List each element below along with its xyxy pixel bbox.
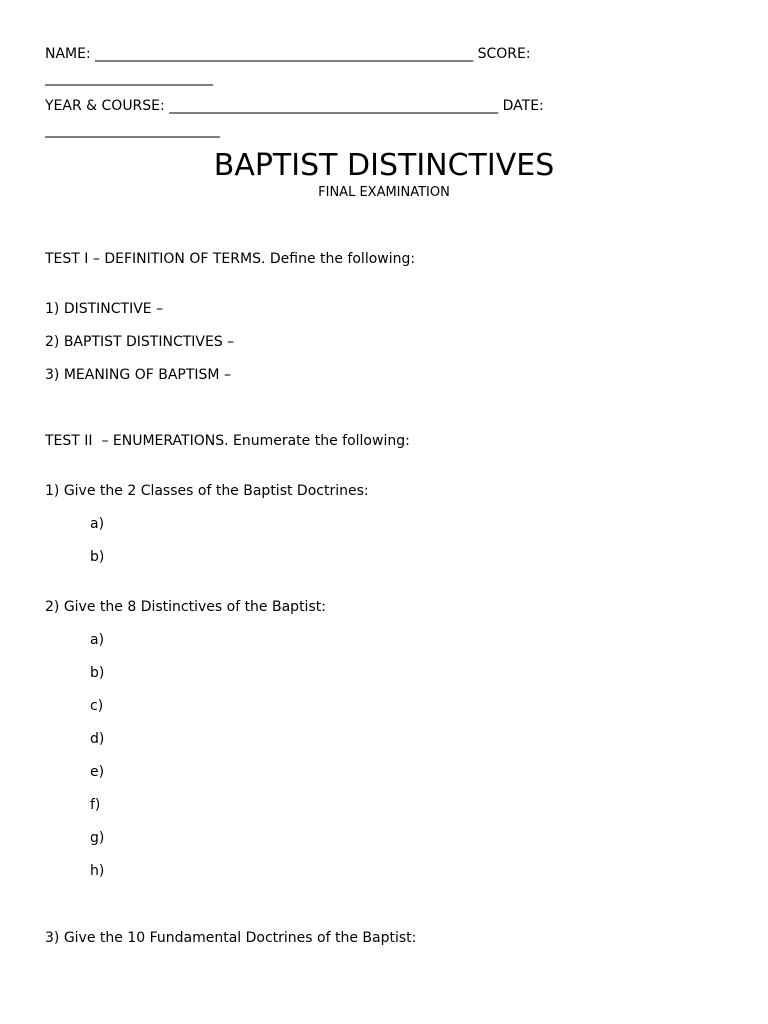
test1-item-3: 3) MEANING OF BAPTISM –	[45, 367, 231, 383]
date-blank-line: _________________________	[45, 122, 220, 138]
test2-q2-sub-e: e)	[90, 764, 105, 780]
page-title: BAPTIST DISTINCTIVES	[213, 148, 555, 183]
test2-q2-sub-h: h)	[90, 863, 105, 879]
test2-q2-sub-d: d)	[90, 731, 105, 747]
test2-heading: TEST II – ENUMERATIONS. Enumerate the following:	[45, 433, 410, 449]
test1-heading: TEST I – DEFINITION OF TERMS. Define the following:	[45, 251, 416, 267]
test2-q2: 2) Give the 8 Distinctives of the Baptist:	[45, 599, 326, 615]
test1-item-2: 2) BAPTIST DISTINCTIVES –	[45, 334, 235, 350]
test2-q2-sub-c: c)	[90, 698, 104, 714]
test2-q3: 3) Give the 10 Fundamental Doctrines of the Baptist:	[45, 930, 417, 946]
test2-q2-sub-g: g)	[90, 830, 105, 846]
score-blank-line: ________________________	[45, 70, 213, 86]
name-score-line: NAME: ______________________________________________________ SCORE:	[45, 46, 531, 62]
test2-q2-sub-f: f)	[90, 797, 101, 813]
test2-q1-sub-b: b)	[90, 549, 105, 565]
year-course-date-line: YEAR & COURSE: _______________________________________________ DATE:	[45, 98, 544, 114]
test2-q2-sub-a: a)	[90, 632, 105, 648]
test1-item-1: 1) DISTINCTIVE –	[45, 301, 164, 317]
test2-q2-sub-b: b)	[90, 665, 105, 681]
test2-q1-sub-a: a)	[90, 516, 105, 532]
page-subtitle: FINAL EXAMINATION	[318, 185, 450, 200]
test2-q1: 1) Give the 2 Classes of the Baptist Doctrines:	[45, 483, 369, 499]
